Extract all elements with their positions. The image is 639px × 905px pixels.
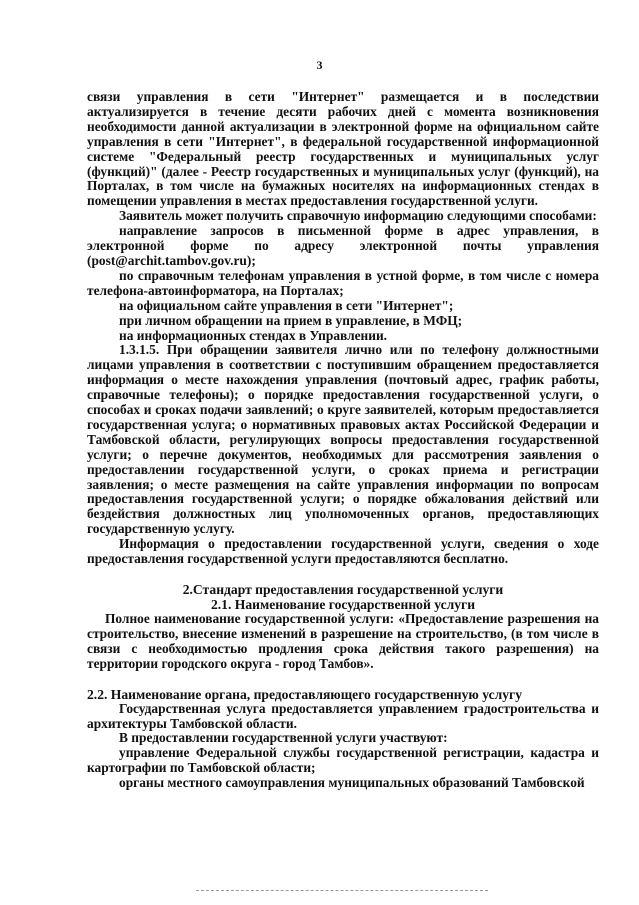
info-way-4: при личном обращении на прием в управление, в МФЦ; [119, 312, 463, 328]
info-way-3: на официальном сайте управления в сети "Интернет"; [119, 297, 454, 313]
page-number: 3 [316, 58, 323, 72]
paragraph-1-3-1-5: 1.3.1.5. При обращении заявителя лично или по телефону должностными лицами управления в соответствии с поступившим обращением предоставляется информация о месте нахождения управления (почтовый адрес, график работы, справочные телефоны); о порядке предоставления государственной услуги, о способах и сроках подачи заявлений; о круге заявителей, которым предоставляется государственная услуга; о нормативных правовых актах Российской Федерации и Тамбовской области, регулирующих вопросы предоставления государственной услуги; о перечне документов, необходимых для рассмотрения заявления о предоставлении государственной услуги, о сроках приема и регистрации заявления; о месте размещения на сайте управления информации по вопросам предоставления государственной услуги; о порядке обжалования действий или бездействия должностных лиц уполномоченных органов, предоставляющих государственную услугу. [87, 342, 599, 537]
document-body [87, 90, 599, 791]
section-2-title: 2.Стандарт предоставления государственной услуги [182, 582, 504, 597]
info-way-2: по справочным телефонам управления в устной форме, в том числе с номера телефона-автоинформатора, на Порталах; [87, 267, 599, 298]
info-way-1: направление запросов в письменной форме в адрес управления, в электронной форме по адресу электронной почты управления (post@archit.tambov.gov.ru); [87, 223, 599, 268]
section-2-2-participant-1: управление Федеральной службы государственной регистрации, кадастра и картографии по Тамбовской области; [87, 745, 599, 776]
section-2-2-text: Государственная услуга предоставляется управлением градостроительства и архитектуры Тамбовской области. [87, 700, 599, 731]
info-intro: Заявитель может получить справочную информацию следующими способами: [119, 208, 597, 224]
section-2-1-text: Полное наименование государственной услуги: «Предоставление разрешения на строительство, внесение изменений в разрешение на строительство, (в том числе в связи с необходимостью продления срока действия такого разрешения) на территории городского округа - город Тамбов». [87, 611, 599, 671]
section-2-2-title: 2.2. Наименование органа, предоставляющего государственную услугу [87, 686, 523, 702]
section-2-2-participant-2: органы местного самоуправления муниципальных образований Тамбовской [119, 775, 585, 791]
footer-rule [196, 890, 488, 891]
section-2-2-participants-intro: В предоставлении государственной услуги участвуют: [119, 730, 448, 746]
paragraph-continuation: связи управления в сети "Интернет" размещается и в последствии актуализируется в течение десяти рабочих дней с момента возникновения необходимости данной актуализации в электронной форме на официальном сайте управления в сети "Интернет", в федеральной государственной информационной системе "Федеральный реестр государственных и муниципальных услуг (функций)" (далее - Реестр государственных и муниципальных услуг (функций), на Порталах, в том числе на бумажных носителях на информационных стендах в помещении управления в местах предоставления государственной услуги. [87, 89, 599, 209]
info-way-5: на информационных стендах в Управлении. [119, 327, 388, 343]
paragraph-free-info: Информация о предоставлении государственной услуги, сведения о ходе предоставления государственной услуги предоставляются бесплатно. [87, 536, 599, 567]
section-2-1-title: 2.1. Наименование государственной услуги [210, 597, 476, 612]
